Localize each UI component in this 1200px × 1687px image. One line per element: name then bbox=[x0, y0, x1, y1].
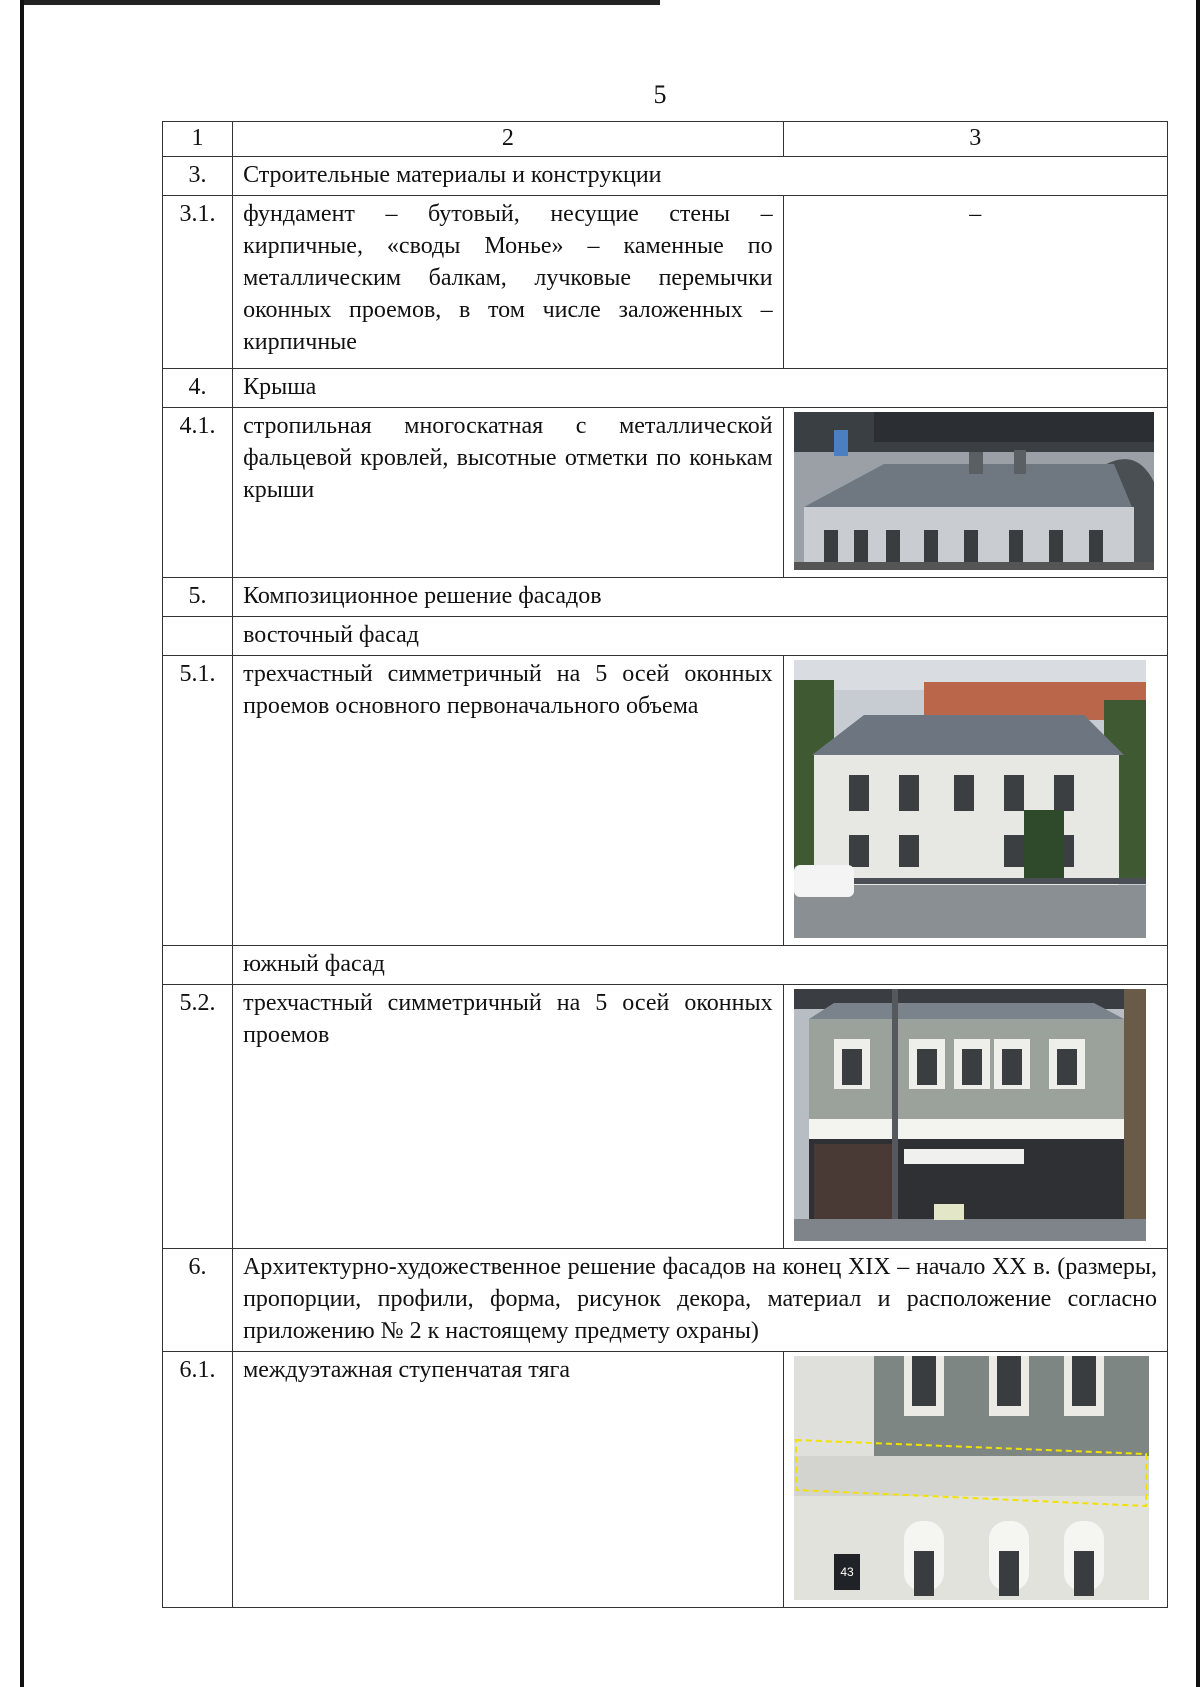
section-title: Архитектурно-художественное решение фасадов на конец XIX – начало XX в. (размеры, пропорции, профили, форма, рисунок декора, материал и расположение согласно приложению № 2 к настоящему предмету охраны) bbox=[233, 1249, 1168, 1352]
table-row-5-1 bbox=[163, 656, 1168, 946]
photo-roof-view bbox=[794, 412, 1154, 570]
table-row-east-subtitle bbox=[163, 617, 1168, 656]
table-row-4-1 bbox=[163, 408, 1168, 578]
row-number: 6.1. bbox=[163, 1352, 233, 1608]
row-number: 5.2. bbox=[163, 985, 233, 1249]
table-row-4 bbox=[163, 369, 1168, 408]
empty-number-cell bbox=[163, 946, 233, 985]
photo-east-facade bbox=[794, 660, 1146, 938]
protection-subject-table bbox=[162, 121, 1168, 1608]
photo-cell bbox=[783, 1352, 1167, 1608]
photo-belt-course bbox=[794, 1356, 1149, 1600]
header-col-3: 3 bbox=[783, 122, 1167, 157]
row-number: 4. bbox=[163, 369, 233, 408]
table-row-3-1 bbox=[163, 196, 1168, 369]
page-number: 5 bbox=[653, 80, 667, 109]
scan-edge-top bbox=[20, 0, 660, 5]
row-number: 5.1. bbox=[163, 656, 233, 946]
photo-cell bbox=[783, 408, 1167, 578]
row-number: 3. bbox=[163, 157, 233, 196]
section-title: Крыша bbox=[233, 369, 1168, 408]
row-text: трехчастный симметричный на 5 осей оконных проемов основного первоначального объема bbox=[233, 656, 784, 946]
scan-edge-left bbox=[20, 0, 24, 1687]
table-row-6-1 bbox=[163, 1352, 1168, 1608]
row-number: 4.1. bbox=[163, 408, 233, 578]
table-header-row bbox=[163, 122, 1168, 157]
table-row-5-2 bbox=[163, 985, 1168, 1249]
header-col-2: 2 bbox=[233, 122, 784, 157]
table-row-south-subtitle bbox=[163, 946, 1168, 985]
photo-south-facade bbox=[794, 989, 1146, 1241]
section-title: Композиционное решение фасадов bbox=[233, 578, 1168, 617]
scan-edge-right bbox=[1196, 0, 1200, 1687]
row-dash: – bbox=[783, 196, 1167, 369]
table-row-6 bbox=[163, 1249, 1168, 1352]
row-number: 5. bbox=[163, 578, 233, 617]
row-text: междуэтажная ступенчатая тяга bbox=[233, 1352, 784, 1608]
section-title: Строительные материалы и конструкции bbox=[233, 157, 1168, 196]
table-row-5 bbox=[163, 578, 1168, 617]
header-col-1: 1 bbox=[163, 122, 233, 157]
photo-cell bbox=[783, 985, 1167, 1249]
table-row-3 bbox=[163, 157, 1168, 196]
row-number: 6. bbox=[163, 1249, 233, 1352]
photo-cell bbox=[783, 656, 1167, 946]
subsection-title: южный фасад bbox=[233, 946, 1168, 985]
house-number-plate: 43 bbox=[839, 1565, 854, 1579]
empty-number-cell bbox=[163, 617, 233, 656]
subsection-title: восточный фасад bbox=[233, 617, 1168, 656]
row-number: 3.1. bbox=[163, 196, 233, 369]
row-text: трехчастный симметричный на 5 осей оконных проемов bbox=[233, 985, 784, 1249]
row-text: стропильная многоскатная с металлической фальцевой кровлей, высотные отметки по конькам крыши bbox=[233, 408, 784, 578]
row-text: фундамент – бутовый, несущие стены – кирпичные, «своды Монье» – каменные по металлическим балкам, лучковые перемычки оконных проемов, в том числе заложенных – кирпичные bbox=[233, 196, 784, 369]
